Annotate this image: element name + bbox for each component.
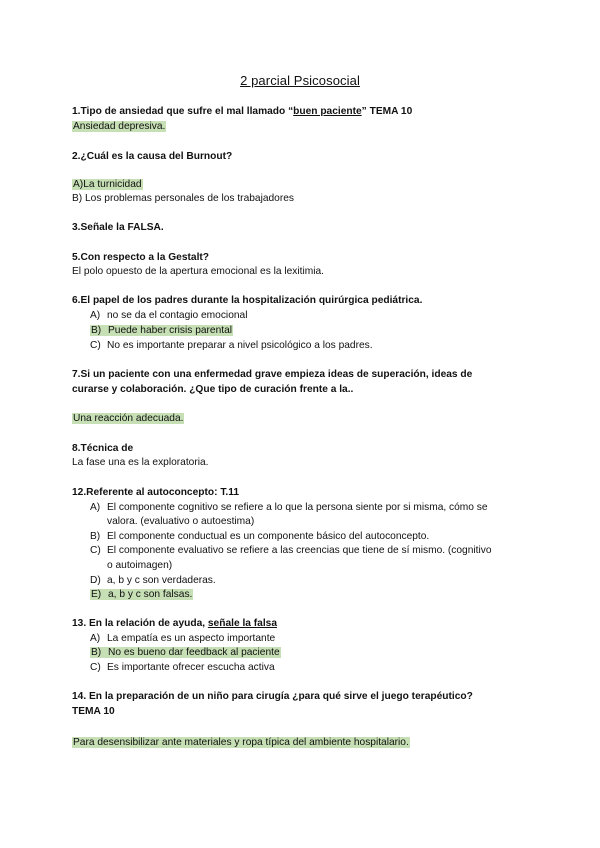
- q13-option-b: B) No es bueno dar feedback al paciente: [91, 647, 280, 658]
- q12-option-a: A) El componente cognitivo se refiere a lo que la persona siente por si misma, cómo se: [90, 502, 488, 513]
- q6-option-b: B) Puede haber crisis parental: [91, 325, 233, 336]
- q12-option-c-cont: o autoimagen): [107, 560, 173, 571]
- document-title: 2 parcial Psicosocial: [240, 73, 360, 88]
- q12-option-d: D) a, b y c son verdaderas.: [90, 575, 216, 586]
- q12-option-a-cont: valora. (evaluativo o autoestima): [107, 516, 255, 527]
- answer-2a-highlight: A)La turnicidad: [73, 179, 142, 190]
- q12-option-b: B) El componente conductual es un componente básico del autoconcepto.: [90, 531, 430, 542]
- answer-7: [72, 412, 184, 425]
- answer-2b: B) Los problemas personales de los trabajadores: [72, 193, 294, 204]
- question-13: 13. En la relación de ayuda, señale la falsa: [72, 618, 277, 629]
- answer-8: La fase una es la exploratoria.: [72, 457, 209, 468]
- question-3: 3.Señale la FALSA.: [72, 222, 164, 233]
- q12-option-c: C) El componente evaluativo se refiere a las creencias que tiene de sí mismo. (cognitivo: [90, 545, 492, 556]
- question-13-underline: señale la falsa: [207, 618, 277, 629]
- q12-option-e: E) a, b y c son falsas.: [91, 589, 193, 600]
- question-12: 12.Referente al autoconcepto: T.11: [72, 487, 240, 498]
- q13-option-c: C) Es importante ofrecer escucha activa: [90, 662, 275, 673]
- answer-5: El polo opuesto de la apertura emocional es la lexitimia.: [72, 266, 325, 277]
- answer-14: [72, 736, 410, 749]
- answer-14-highlight: Para desensibilizar ante materiales y ropa típica del ambiente hospitalario.: [73, 737, 409, 748]
- answer-2a: [72, 178, 143, 191]
- q6-option-a: A) no se da el contagio emocional: [90, 310, 248, 321]
- question-5: 5.Con respecto a la Gestalt?: [72, 252, 210, 263]
- answer-7-highlight: Una reacción adecuada.: [73, 413, 184, 424]
- answer-1: [72, 120, 166, 133]
- question-7-line1: 7.Si un paciente con una enfermedad grave empieza ideas de superación, ideas de: [72, 369, 473, 380]
- question-6: 6.El papel de los padres durante la hospitalización quirúrgica pediátrica.: [72, 295, 423, 306]
- question-1: 1.Tipo de ansiedad que sufre el mal llamado “buen paciente” TEMA 10: [72, 106, 413, 117]
- answer-1-highlight: Ansiedad depresiva.: [73, 121, 166, 132]
- q13-option-a: A) La empatía es un aspecto importante: [90, 633, 276, 644]
- question-14-line2: TEMA 10: [72, 706, 115, 717]
- question-14-line1: 14. En la preparación de un niño para cirugía ¿para qué sirve el juego terapéutico?: [72, 691, 473, 702]
- question-7-line2: curarse y colaboración. ¿Que tipo de curación frente a la..: [72, 384, 354, 395]
- question-2: 2.¿Cuál es la causa del Burnout?: [72, 151, 233, 162]
- question-8: 8.Técnica de: [72, 443, 134, 454]
- question-1-underline: buen paciente: [293, 106, 362, 117]
- q6-option-c: C) No es importante preparar a nivel psicológico a los padres.: [90, 340, 373, 351]
